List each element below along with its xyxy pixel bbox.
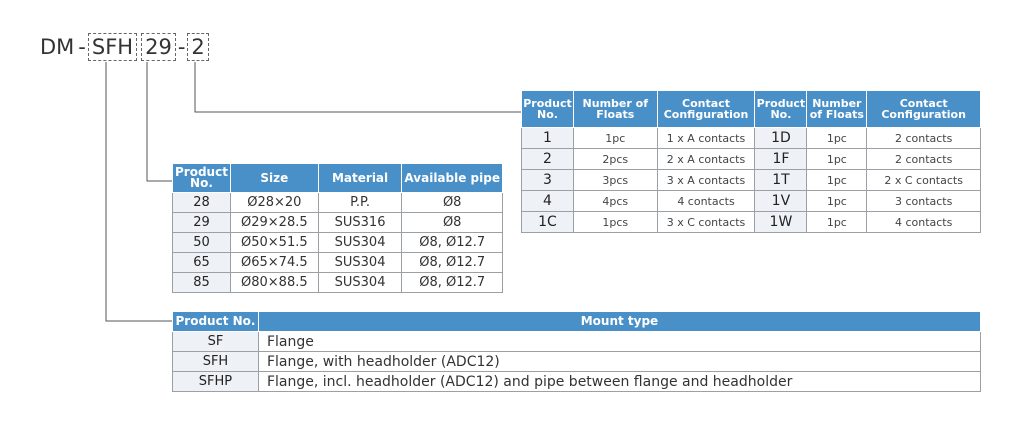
table-row	[522, 191, 981, 212]
table-row	[173, 372, 981, 392]
contact-product-no: 1	[522, 128, 574, 149]
mount-table	[172, 311, 981, 392]
contact-product-no: 4	[522, 191, 574, 212]
table-row	[173, 193, 503, 213]
contact-product-no: 1T	[755, 170, 807, 191]
model-prefix: DM	[40, 35, 75, 59]
size-product-no: 65	[173, 253, 231, 273]
contact-config: 2 contacts	[867, 149, 981, 170]
contact-floats: 1pc	[807, 191, 867, 212]
header-contact-configuration: Contact Configuration	[867, 91, 981, 128]
size-material: SUS304	[318, 253, 402, 273]
model-segment-size: 29	[141, 33, 176, 61]
size-value: Ø80×88.5	[230, 273, 318, 293]
size-pipe: Ø8, Ø12.7	[402, 253, 503, 273]
contact-floats: 1pc	[573, 128, 657, 149]
mount-description: Flange	[258, 332, 980, 352]
contact-floats: 1pc	[807, 212, 867, 233]
mount-product-no: SFH	[173, 352, 259, 372]
contact-product-no: 1F	[755, 149, 807, 170]
model-separator: -	[177, 35, 186, 59]
contact-config: 3 x A contacts	[657, 170, 755, 191]
header-product-no: Product No.	[173, 164, 231, 193]
header-material: Material	[318, 164, 402, 193]
model-segment-mount: SFH	[88, 33, 137, 61]
contact-config: 2 x A contacts	[657, 149, 755, 170]
contact-product-no: 3	[522, 170, 574, 191]
table-row	[522, 149, 981, 170]
size-value: Ø50×51.5	[230, 233, 318, 253]
connector-contact	[195, 62, 521, 112]
header-number-of-floats: Number of Floats	[573, 91, 657, 128]
size-value: Ø29×28.5	[230, 213, 318, 233]
contact-config: 3 x C contacts	[657, 212, 755, 233]
size-material: SUS304	[318, 273, 402, 293]
table-row	[522, 212, 981, 233]
size-product-no: 28	[173, 193, 231, 213]
contact-product-no: 1C	[522, 212, 574, 233]
contact-config: 2 x C contacts	[867, 170, 981, 191]
table-row	[173, 273, 503, 293]
mount-description: Flange, incl. headholder (ADC12) and pipe between flange and headholder	[258, 372, 980, 392]
size-product-no: 29	[173, 213, 231, 233]
contact-config: 4 contacts	[657, 191, 755, 212]
size-material: P.P.	[318, 193, 402, 213]
table-row	[173, 213, 503, 233]
header-contact-configuration: Contact Configuration	[657, 91, 755, 128]
model-separator: -	[78, 35, 86, 59]
header-product-no: Product No.	[173, 312, 259, 332]
contact-config: 4 contacts	[867, 212, 981, 233]
size-value: Ø28×20	[230, 193, 318, 213]
contact-config: 3 contacts	[867, 191, 981, 212]
header-available-pipe: Available pipe	[402, 164, 503, 193]
size-pipe: Ø8, Ø12.7	[402, 273, 503, 293]
table-row	[173, 233, 503, 253]
size-table-header	[173, 164, 503, 193]
contact-table	[521, 90, 981, 233]
size-pipe: Ø8	[402, 193, 503, 213]
size-product-no: 50	[173, 233, 231, 253]
contact-product-no: 1D	[755, 128, 807, 149]
mount-product-no: SF	[173, 332, 259, 352]
header-number-of-floats: Number of Floats	[807, 91, 867, 128]
table-row	[173, 352, 981, 372]
size-value: Ø65×74.5	[230, 253, 318, 273]
model-segment-contact: 2	[187, 33, 208, 61]
contact-floats: 1pcs	[573, 212, 657, 233]
contact-floats: 4pcs	[573, 191, 657, 212]
contact-floats: 2pcs	[573, 149, 657, 170]
size-table	[172, 163, 503, 293]
contact-floats: 3pcs	[573, 170, 657, 191]
contact-product-no: 2	[522, 149, 574, 170]
table-row	[522, 128, 981, 149]
connector-size	[147, 62, 172, 181]
size-material: SUS304	[318, 233, 402, 253]
header-mount-type: Mount type	[258, 312, 980, 332]
contact-product-no: 1W	[755, 212, 807, 233]
connector-mount	[106, 62, 172, 321]
contact-floats: 1pc	[807, 149, 867, 170]
header-product-no: Product No.	[522, 91, 574, 128]
contact-floats: 1pc	[807, 170, 867, 191]
model-code	[38, 32, 209, 62]
header-size: Size	[230, 164, 318, 193]
header-product-no: Product No.	[755, 91, 807, 128]
size-material: SUS316	[318, 213, 402, 233]
contact-table-header	[522, 91, 981, 128]
contact-product-no: 1V	[755, 191, 807, 212]
size-product-no: 85	[173, 273, 231, 293]
mount-description: Flange, with headholder (ADC12)	[258, 352, 980, 372]
table-row	[522, 170, 981, 191]
mount-table-header	[173, 312, 981, 332]
table-row	[173, 253, 503, 273]
mount-product-no: SFHP	[173, 372, 259, 392]
size-pipe: Ø8, Ø12.7	[402, 233, 503, 253]
contact-floats: 1pc	[807, 128, 867, 149]
size-pipe: Ø8	[402, 213, 503, 233]
contact-config: 2 contacts	[867, 128, 981, 149]
contact-config: 1 x A contacts	[657, 128, 755, 149]
table-row	[173, 332, 981, 352]
